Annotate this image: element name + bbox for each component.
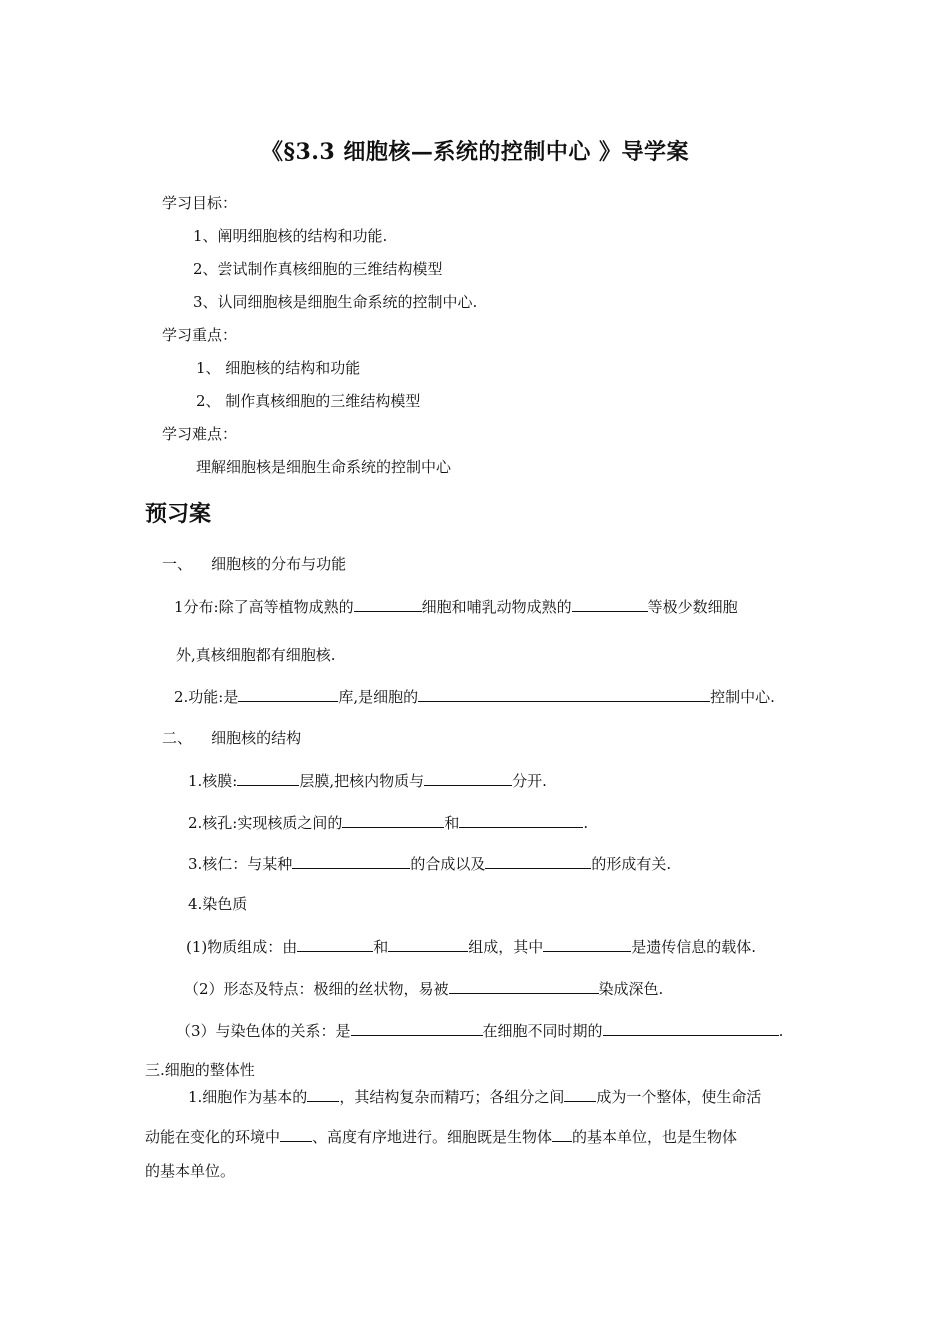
key-points-heading: 学习重点： bbox=[162, 326, 238, 344]
distribution-line bbox=[174, 596, 738, 617]
distribution-text: 等极少数细胞 bbox=[647, 598, 738, 616]
difficulties-heading: 学习难点： bbox=[162, 425, 238, 443]
section2-heading: 二、 细胞核的结构 bbox=[162, 729, 302, 747]
objective-item: 1、阐明细胞核的结构和功能. bbox=[193, 227, 388, 245]
pore-line bbox=[188, 812, 588, 833]
chromatin-composition-line bbox=[186, 936, 756, 957]
distribution-text: 细胞和哺乳动物成熟的 bbox=[421, 598, 572, 616]
function-line bbox=[174, 686, 775, 707]
fill-blank[interactable] bbox=[543, 936, 631, 952]
chromatin-form-line bbox=[184, 978, 663, 999]
form-text: 染成深色. bbox=[598, 980, 664, 998]
pore-text: 2.核孔:实现核质之间的 bbox=[188, 814, 343, 832]
integrity-text: 的基本单位。 bbox=[145, 1162, 236, 1180]
relation-text: 在细胞不同时期的 bbox=[482, 1022, 603, 1040]
section3-heading: 三.细胞的整体性 bbox=[145, 1061, 255, 1079]
membrane-text: 层膜,把核内物质与 bbox=[299, 772, 425, 790]
fill-blank[interactable] bbox=[297, 936, 373, 952]
fill-blank[interactable] bbox=[424, 770, 512, 786]
membrane-text: 分开. bbox=[512, 772, 547, 790]
objectives-heading: 学习目标： bbox=[162, 194, 238, 212]
integrity-text: 、高度有序地进行。细胞既是生物体 bbox=[312, 1128, 553, 1146]
key-point-item: 2、 制作真核细胞的三维结构模型 bbox=[196, 392, 421, 410]
function-text: 2.功能:是 bbox=[174, 688, 239, 706]
function-text: 库,是细胞的 bbox=[338, 688, 419, 706]
relation-text: . bbox=[778, 1022, 784, 1040]
document-title: 《§3.3 细胞核—系统的控制中心 》导学案 bbox=[260, 139, 690, 165]
fill-blank[interactable] bbox=[351, 1020, 483, 1036]
pore-text: 和 bbox=[444, 814, 460, 832]
nucleolus-text: 的合成以及 bbox=[410, 855, 486, 873]
integrity-text: 的基本单位，也是生物体 bbox=[572, 1128, 738, 1146]
key-point-item: 1、 细胞核的结构和功能 bbox=[196, 359, 361, 377]
membrane-line bbox=[188, 770, 547, 791]
preview-heading: 预习案 bbox=[145, 501, 212, 527]
section1-heading: 一、 细胞核的分布与功能 bbox=[162, 555, 347, 573]
fill-blank[interactable] bbox=[342, 812, 444, 828]
fill-blank[interactable] bbox=[459, 812, 583, 828]
fill-blank[interactable] bbox=[418, 686, 710, 702]
fill-blank[interactable] bbox=[307, 1086, 339, 1102]
integrity-text: 动能在变化的环境中 bbox=[145, 1128, 281, 1146]
integrity-text: 1.细胞作为基本的 bbox=[188, 1088, 308, 1106]
composition-text: 和 bbox=[373, 938, 389, 956]
composition-text: 是遗传信息的载体. bbox=[631, 938, 757, 956]
relation-text: （3）与染色体的关系：是 bbox=[176, 1022, 351, 1040]
nucleolus-text: 的形成有关. bbox=[591, 855, 672, 873]
fill-blank[interactable] bbox=[552, 1126, 572, 1142]
fill-blank[interactable] bbox=[354, 596, 422, 612]
distribution-text: 外,真核细胞都有细胞核. bbox=[176, 646, 336, 664]
fill-blank[interactable] bbox=[564, 1086, 596, 1102]
form-text: （2）形态及特点：极细的丝状物，易被 bbox=[184, 980, 449, 998]
fill-blank[interactable] bbox=[603, 1020, 779, 1036]
chromatin-relation-line bbox=[176, 1020, 783, 1041]
composition-text: 组成，其中 bbox=[468, 938, 544, 956]
pore-text: . bbox=[583, 814, 589, 832]
objective-item: 2、尝试制作真核细胞的三维结构模型 bbox=[193, 260, 443, 278]
membrane-text: 1.核膜: bbox=[188, 772, 238, 790]
integrity-text: ，其结构复杂而精巧；各组分之间 bbox=[339, 1088, 565, 1106]
fill-blank[interactable] bbox=[280, 1126, 312, 1142]
fill-blank[interactable] bbox=[485, 853, 591, 869]
fill-blank[interactable] bbox=[237, 770, 299, 786]
integrity-line bbox=[188, 1086, 761, 1107]
composition-text: (1)物质组成：由 bbox=[186, 938, 298, 956]
chromatin-heading: 4.染色质 bbox=[188, 895, 248, 913]
difficulties-text: 理解细胞核是细胞生命系统的控制中心 bbox=[196, 458, 452, 476]
objective-item: 3、认同细胞核是细胞生命系统的控制中心. bbox=[193, 293, 478, 311]
distribution-text: 1分布:除了高等植物成熟的 bbox=[174, 598, 354, 616]
fill-blank[interactable] bbox=[388, 936, 468, 952]
nucleolus-text: 3.核仁：与某种 bbox=[188, 855, 293, 873]
fill-blank[interactable] bbox=[449, 978, 599, 994]
fill-blank[interactable] bbox=[238, 686, 338, 702]
integrity-line bbox=[145, 1126, 737, 1147]
integrity-text: 成为一个整体，使生命活 bbox=[596, 1088, 762, 1106]
function-text: 控制中心. bbox=[710, 688, 775, 706]
fill-blank[interactable] bbox=[572, 596, 648, 612]
nucleolus-line bbox=[188, 853, 671, 874]
fill-blank[interactable] bbox=[292, 853, 410, 869]
